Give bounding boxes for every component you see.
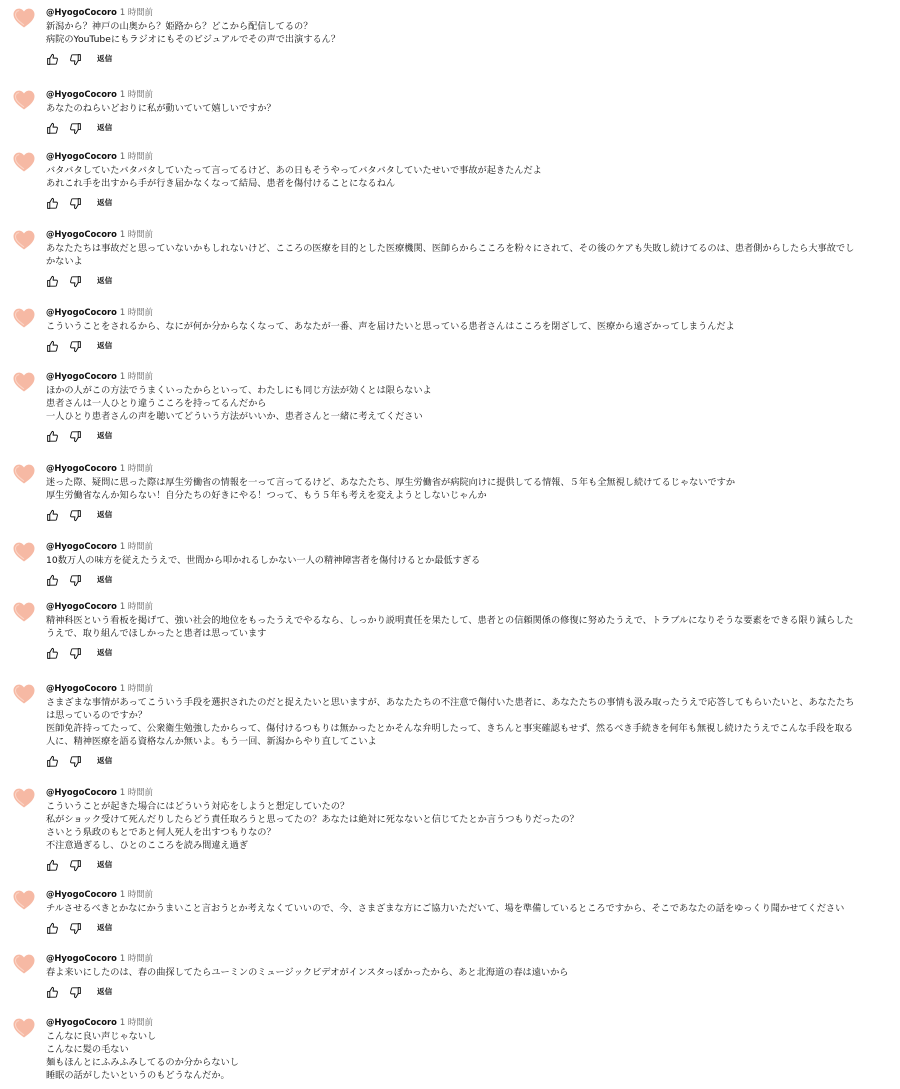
comment-time[interactable]: 1 時間前 [119, 601, 153, 611]
comment-author[interactable]: @HyogoCocoro [46, 683, 117, 693]
comment-header [46, 678, 153, 693]
comment-time[interactable]: 1 時間前 [119, 371, 153, 381]
comment-text-line: は思っているのですか？ [46, 710, 148, 721]
heart-shape [12, 228, 36, 252]
comment-text [46, 696, 888, 748]
comment-header [46, 84, 153, 99]
heart-shape [12, 462, 36, 486]
comment-text-line: うえで、取り組んでほしかったと患者は思っています [46, 628, 267, 639]
comment-header [46, 2, 153, 17]
thumbs-down-icon[interactable] [67, 338, 83, 354]
comment-text [46, 164, 888, 190]
heart-shape [12, 306, 36, 330]
comment-text-line: 私がショック受けて死んだりしたらどう責任取ろうと思ってたの？あなたは絶対に死なないと信じてたとか言うつもりだったの？ [46, 814, 579, 825]
comment-text [46, 242, 888, 268]
heart-avatar-icon[interactable] [12, 228, 36, 252]
comment-text-line: 医師免許持ってたって、公衆衛生勉強したからって、傷付けるつもりは無かったとかそんな弁明したって、きちんと事実確認もせず、然るべき手続きを何年も無視し続けたうえでこんな手段を取る [46, 723, 854, 734]
thumbs-up-icon[interactable] [44, 195, 60, 211]
thumbs-up-icon[interactable] [44, 428, 60, 444]
comment-text-line: 睡眠の話がしたいというのもどうなんだか。 [46, 1070, 230, 1081]
thumbs-down-icon[interactable] [67, 507, 83, 523]
comment-text-line: 不注意過ぎるし、ひとのこころを読み間違え過ぎ [46, 840, 249, 851]
comment-text-line: こういうことをされるから、なにが何か分からなくなって、あなたが一番、声を届けたいと思っている患者さんはこころを閉ざして、医療から遠ざかってしまうんだよ [46, 321, 735, 332]
comment-text-line: こういうことが起きた場合にはどういう対応をしようと想定していたの？ [46, 801, 350, 812]
comment-text [46, 614, 888, 640]
comment-author[interactable]: @HyogoCocoro [46, 953, 117, 963]
heart-shape [12, 370, 36, 394]
comment-author[interactable]: @HyogoCocoro [46, 889, 117, 899]
thumbs-down-icon[interactable] [67, 51, 83, 67]
comment-author[interactable]: @HyogoCocoro [46, 307, 117, 317]
heart-avatar-icon[interactable] [12, 888, 36, 912]
comment-text-line: 病院のYouTubeにもラジオにもそのビジュアルでその声で出演するん？ [46, 34, 341, 45]
thumbs-down-icon[interactable] [67, 857, 83, 873]
comment-text [46, 102, 888, 115]
comment-actions [44, 120, 112, 136]
heart-avatar-icon[interactable] [12, 6, 36, 30]
heart-shape [12, 88, 36, 112]
heart-avatar-icon[interactable] [12, 786, 36, 810]
thumbs-up-icon[interactable] [44, 572, 60, 588]
comment-text [46, 20, 888, 46]
comment-text-line: 精神科医という看板を掲げて、強い社会的地位をもったうえでやるなら、しっかり説明責任を果たして、患者との信頼関係の修復に努めたうえで、トラブルになりそうな要素をできる限り減らした [46, 615, 854, 626]
comment-time[interactable]: 1 時間前 [119, 889, 153, 899]
comment-text-line: 厚生労働省なんか知らない！自分たちの好きにやる！つって、もう５年も考えを変えようとしないじゃんか [46, 490, 487, 501]
comment-author[interactable]: @HyogoCocoro [46, 371, 117, 381]
comment-text-line: 一人ひとり患者さんの声を聴いてどういう方法がいいか、患者さんと一緒に考えてください [46, 411, 423, 422]
comment-time[interactable]: 1 時間前 [119, 787, 153, 797]
comment-header [46, 1012, 153, 1027]
comment-text-line: あなたのねらいどおりに私が動いていて嬉しいですか？ [46, 103, 276, 114]
comment-actions [44, 645, 112, 661]
comment-author[interactable]: @HyogoCocoro [46, 787, 117, 797]
heart-shape [12, 1016, 36, 1040]
comment-actions [44, 920, 112, 936]
reply-button[interactable]: 返信 [97, 54, 113, 63]
comment-time[interactable]: 1 時間前 [119, 229, 153, 239]
comment-header [46, 302, 153, 317]
reply-button[interactable]: 返信 [97, 510, 113, 519]
comment-actions [44, 857, 112, 873]
comment-text-line: バタバタしていたバタバタしていたって言ってるけど、あの日もそうやってバタバタしていたせいで事故が起きたんだよ [46, 165, 542, 176]
comment-text [46, 1030, 888, 1082]
thumbs-up-icon[interactable] [44, 51, 60, 67]
comment-header [46, 224, 153, 239]
heart-avatar-icon[interactable] [12, 370, 36, 394]
comment-text [46, 902, 888, 915]
thumbs-up-icon[interactable] [44, 753, 60, 769]
heart-shape [12, 682, 36, 706]
comment-time[interactable]: 1 時間前 [119, 541, 153, 551]
comment-text-line: チルさせるべきとかなにかうまいこと言おうとか考えなくていいので、今、さまざまな方にご協力いただいて、場を準備しているところですから、そこであなたの話をゆっくり聞かせてください [46, 903, 845, 914]
comment-time[interactable]: 1 時間前 [119, 953, 153, 963]
comment-text-line: 患者さんは一人ひとり違うこころを持ってるんだから [46, 398, 267, 409]
thumbs-down-icon[interactable] [67, 273, 83, 289]
comment-time[interactable]: 1 時間前 [119, 463, 153, 473]
comment-actions [44, 195, 112, 211]
reply-button[interactable]: 返信 [97, 860, 113, 869]
heart-avatar-icon[interactable] [12, 462, 36, 486]
thumbs-down-icon[interactable] [67, 645, 83, 661]
comment-author[interactable]: @HyogoCocoro [46, 463, 117, 473]
comment-header [46, 884, 153, 899]
reply-button[interactable]: 返信 [97, 756, 113, 765]
comment-header [46, 782, 153, 797]
comment-author[interactable]: @HyogoCocoro [46, 7, 117, 17]
comment-actions [44, 338, 112, 354]
heart-avatar-icon[interactable] [12, 952, 36, 976]
comment-text-line: こんなに良い声じゃないし [46, 1031, 157, 1042]
reply-button[interactable]: 返信 [97, 923, 113, 932]
comment-header [46, 596, 153, 611]
thumbs-up-icon[interactable] [44, 920, 60, 936]
reply-button[interactable]: 返信 [97, 575, 113, 584]
comment-author[interactable]: @HyogoCocoro [46, 541, 117, 551]
thumbs-down-icon[interactable] [67, 572, 83, 588]
reply-button[interactable]: 返信 [97, 431, 113, 440]
comment-author[interactable]: @HyogoCocoro [46, 229, 117, 239]
heart-shape [12, 952, 36, 976]
comment-actions [44, 273, 112, 289]
comment-header [46, 458, 153, 473]
comment-text-line: あなたたちは事故だと思っていないかもしれないけど、こころの医療を目的とした医療機関、医師らからこころを粉々にされて、その後のケアも失敗し続けてるのは、患者側からしたら大事故でし [46, 243, 855, 254]
comment-author[interactable]: @HyogoCocoro [46, 601, 117, 611]
thumbs-up-icon[interactable] [44, 645, 60, 661]
comment-text-line: 新潟から？神戸の山奥から？姫路から？どこから配信してるの？ [46, 21, 313, 32]
reply-button[interactable]: 返信 [97, 276, 113, 285]
comment-text-line: 春よ来いにしたのは、春の曲探してたらユーミンのミュージックビデオがインスタっぽかったから、あと北海道の春は遠いから [46, 967, 569, 978]
comment-actions [44, 428, 112, 444]
heart-avatar-icon[interactable] [12, 1016, 36, 1040]
comment-text [46, 800, 888, 852]
comment-header [46, 146, 153, 161]
comment-text [46, 554, 888, 567]
comment-text-line: さいとう県政のもとであと何人死人を出すつもりなの？ [46, 827, 276, 838]
thumbs-down-icon[interactable] [67, 428, 83, 444]
heart-shape [12, 786, 36, 810]
reply-button[interactable]: 返信 [97, 648, 113, 657]
comment-author[interactable]: @HyogoCocoro [46, 151, 117, 161]
comment-text-line: 10数万人の味方を従えたうえで、世間から叩かれるしかない一人の精神障害者を傷付けるとか最低すぎる [46, 555, 481, 566]
thumbs-up-icon[interactable] [44, 857, 60, 873]
thumbs-down-icon[interactable] [67, 195, 83, 211]
comment-text [46, 320, 888, 333]
comment-text-line: さまざまな事情があってこういう手段を選択されたのだと捉えたいと思いますが、あなたたちの不注意で傷付いた患者に、あなたたちの事情も汲み取ったうえで応答してもらいたいと、あなたたち [46, 697, 855, 708]
comment-header [46, 366, 153, 381]
thumbs-up-icon[interactable] [44, 273, 60, 289]
heart-shape [12, 6, 36, 30]
comment-author[interactable]: @HyogoCocoro [46, 1017, 117, 1027]
thumbs-down-icon[interactable] [67, 120, 83, 136]
heart-avatar-icon[interactable] [12, 306, 36, 330]
comment-time[interactable]: 1 時間前 [119, 89, 153, 99]
heart-shape [12, 540, 36, 564]
heart-avatar-icon[interactable] [12, 600, 36, 624]
comment-text-line: 迷った際、疑問に思った際は厚生労働省の情報を一って言ってるけど、あなたたち、厚生労働省が病院向けに提供してる情報、５年も全無視し続けてるじゃないですか [46, 477, 736, 488]
comment-time[interactable]: 1 時間前 [119, 683, 153, 693]
heart-avatar-icon[interactable] [12, 150, 36, 174]
comment-time[interactable]: 1 時間前 [119, 1017, 153, 1027]
comment-header [46, 536, 153, 551]
comment-text-line: かないよ [46, 256, 83, 267]
comment-text-line: ほかの人がこの方法でうまくいったからといって、わたしにも同じ方法が効くとは限らないよ [46, 385, 432, 396]
reply-button[interactable]: 返信 [97, 341, 113, 350]
heart-avatar-icon[interactable] [12, 88, 36, 112]
thumbs-up-icon[interactable] [44, 120, 60, 136]
comment-actions [44, 572, 112, 588]
reply-button[interactable]: 返信 [97, 123, 113, 132]
thumbs-up-icon[interactable] [44, 507, 60, 523]
comment-header [46, 948, 153, 963]
comment-actions [44, 753, 112, 769]
reply-button[interactable]: 返信 [97, 987, 113, 996]
comment-actions [44, 507, 112, 523]
comment-text-line: 麺もほんとにふみふみしてるのか分からないし [46, 1057, 239, 1068]
comment-text-line: 人に、精神医療を語る資格なんか無いよ。もう一回、新潟からやり直してこいよ [46, 736, 377, 747]
thumbs-up-icon[interactable] [44, 338, 60, 354]
comment-time[interactable]: 1 時間前 [119, 151, 153, 161]
comment-text-line: あれこれ手を出すから手が行き届かなくなって結局、患者を傷付けることになるねん [46, 178, 396, 189]
heart-avatar-icon[interactable] [12, 682, 36, 706]
comment-actions [44, 984, 112, 1000]
comment-text [46, 966, 888, 979]
thumbs-down-icon[interactable] [67, 920, 83, 936]
comment-time[interactable]: 1 時間前 [119, 307, 153, 317]
comment-time[interactable]: 1 時間前 [119, 7, 153, 17]
comment-text [46, 384, 888, 423]
heart-shape [12, 888, 36, 912]
thumbs-down-icon[interactable] [67, 753, 83, 769]
heart-avatar-icon[interactable] [12, 540, 36, 564]
thumbs-down-icon[interactable] [67, 984, 83, 1000]
heart-shape [12, 150, 36, 174]
comment-text-line: こんなに髪の毛ない [46, 1044, 129, 1055]
comment-actions [44, 51, 112, 67]
heart-shape [12, 600, 36, 624]
comment-text [46, 476, 888, 502]
reply-button[interactable]: 返信 [97, 198, 113, 207]
comment-author[interactable]: @HyogoCocoro [46, 89, 117, 99]
thumbs-up-icon[interactable] [44, 984, 60, 1000]
